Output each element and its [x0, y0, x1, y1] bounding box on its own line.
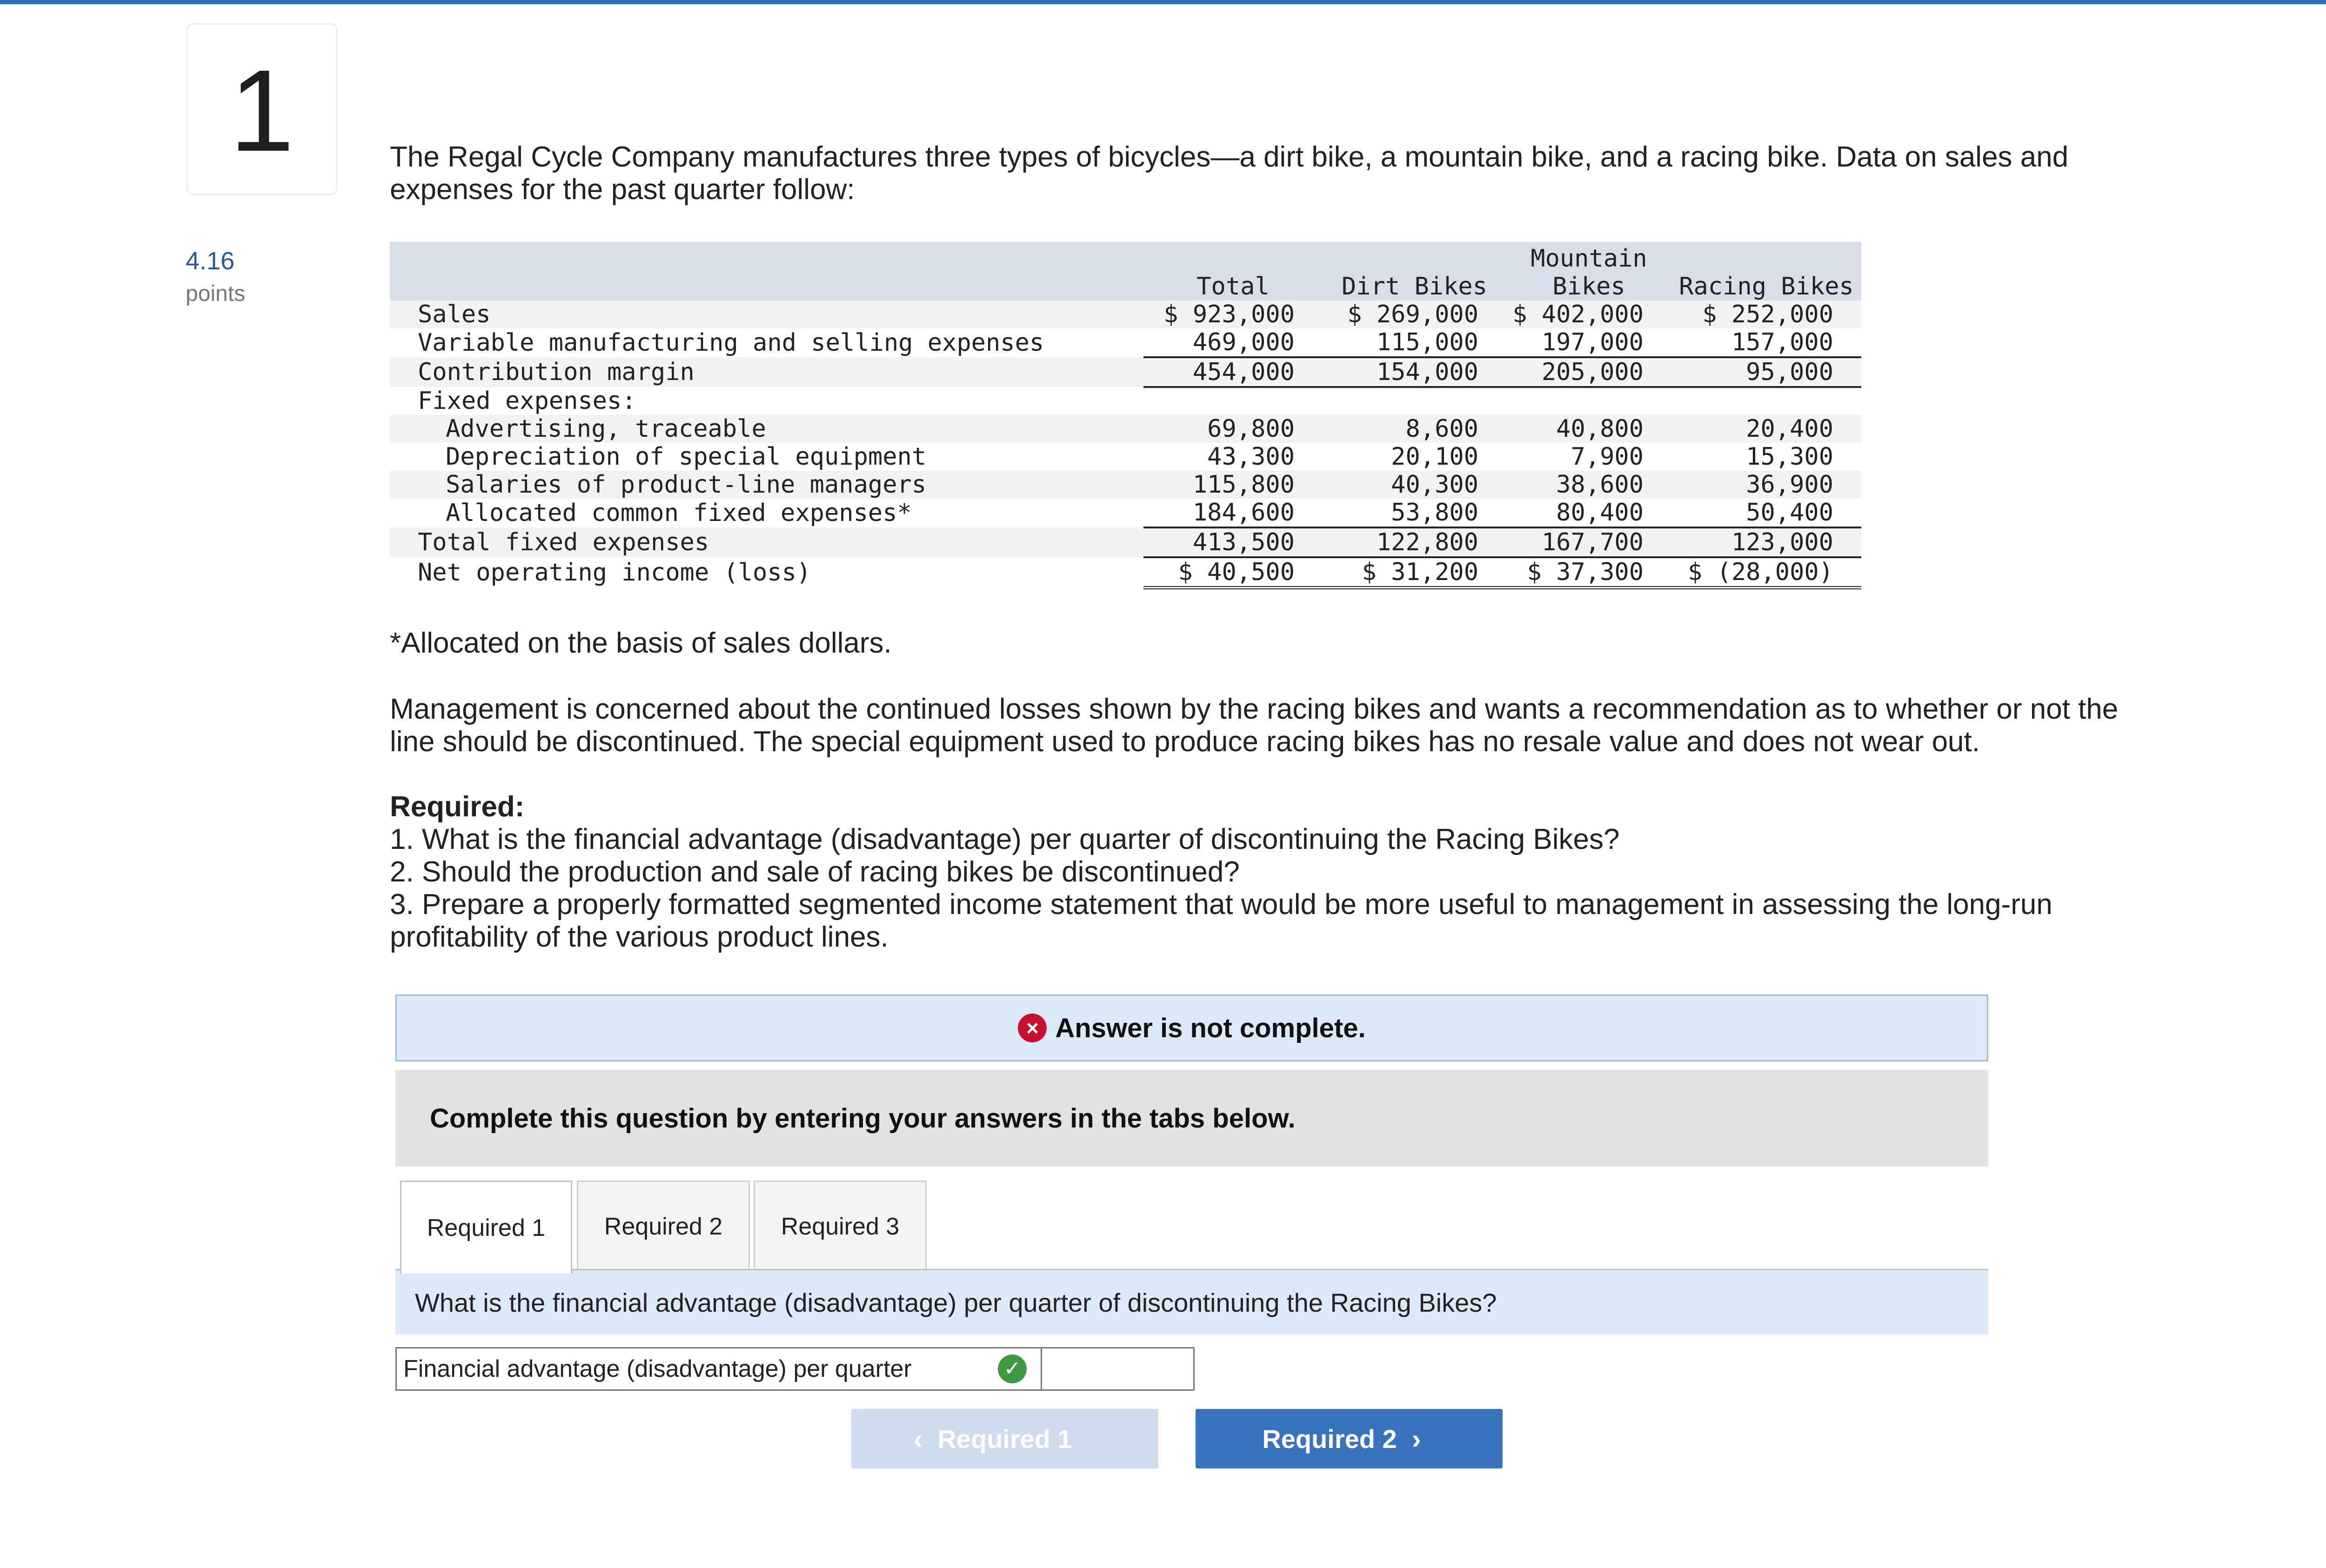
required-item-1: 1. What is the financial advantage (disadvantage) per quarter of discontinuing the Racing Bikes? [390, 823, 1620, 855]
cell-total [1143, 387, 1323, 415]
required-section [390, 791, 2158, 954]
header-mountain-bikes: Mountain Bikes [1531, 245, 1647, 300]
table-row [390, 527, 1861, 557]
row-label: Variable manufacturing and selling expenses [418, 329, 1044, 357]
x-circle-icon: × [1018, 1014, 1047, 1042]
cell-racing: 50,400 [1671, 499, 1861, 527]
points-label: points [186, 281, 246, 306]
header-label [390, 242, 1143, 300]
financial-data-table [390, 242, 1861, 589]
question-number: 1 [187, 23, 337, 195]
table-row [390, 471, 1861, 499]
cell-total: 43,300 [1207, 443, 1295, 471]
prev-tab-button[interactable] [851, 1409, 1158, 1468]
cell-mountain: 205,000 [1506, 357, 1671, 387]
cell-total: $ 40,500 [1143, 557, 1323, 588]
table-row [390, 357, 1861, 387]
footnote: *Allocated on the basis of sales dollars. [390, 627, 892, 659]
row-label: Sales [418, 300, 491, 328]
tab-question-banner [395, 1270, 1988, 1334]
row-label: Net operating income (loss) [418, 558, 811, 587]
next-tab-button[interactable] [1196, 1409, 1503, 1468]
answer-label: Financial advantage (disadvantage) per quarter [403, 1355, 912, 1382]
cell-racing: 157,000 [1671, 328, 1861, 357]
header-dirt-bikes: Dirt Bikes [1341, 273, 1488, 300]
cell-mountain: 167,700 [1506, 527, 1671, 557]
table-row [390, 387, 1861, 415]
prev-tab-label: Required 1 [937, 1424, 1072, 1454]
tab-question-text: What is the financial advantage (disadvantage) per quarter of discontinuing the Racing Bikes? [415, 1288, 1497, 1317]
cell-racing: 15,300 [1746, 443, 1833, 471]
points-value: 4.16 [186, 247, 235, 275]
row-label: Salaries of product-line managers [446, 471, 927, 499]
row-label: Contribution margin [418, 358, 695, 386]
table-row [390, 557, 1861, 588]
instruction-text: Complete this question by entering your answers in the tabs below. [430, 1103, 1296, 1134]
required-title: Required: [390, 791, 525, 823]
cell-racing: 36,900 [1746, 471, 1833, 499]
cell-racing [1671, 387, 1861, 415]
cell-total: $ 923,000 [1163, 300, 1295, 328]
cell-total: 413,500 [1143, 527, 1323, 557]
cell-dirt: 115,000 [1323, 328, 1506, 357]
cell-total: 454,000 [1143, 357, 1323, 387]
table-row [390, 499, 1861, 527]
row-label: Depreciation of special equipment [446, 443, 927, 471]
check-circle-icon: ✓ [998, 1354, 1027, 1383]
cell-dirt: 20,100 [1391, 443, 1478, 471]
table-row [390, 415, 1861, 443]
cell-dirt: 40,300 [1391, 471, 1478, 499]
chevron-left-icon: ‹ [913, 1423, 923, 1455]
cell-racing: $ 252,000 [1702, 300, 1833, 328]
cell-racing: $ (28,000) [1671, 557, 1861, 588]
table-row [390, 443, 1861, 471]
financial-advantage-input[interactable] [1042, 1347, 1195, 1391]
cell-mountain: $ 37,300 [1506, 557, 1671, 588]
cell-dirt: 53,800 [1323, 499, 1506, 527]
management-text: Management is concerned about the continued losses shown by the racing bikes and wants a recommendation as to whether or not the line should be discontinued. The special equipment used to produce racing bikes has no resale value and does not wear out. [390, 693, 2119, 758]
cell-dirt: 8,600 [1405, 415, 1478, 443]
cell-mountain: 38,600 [1556, 471, 1644, 499]
chevron-right-icon: › [1411, 1423, 1421, 1455]
required-item-2: 2. Should the production and sale of racing bikes be discontinued? [390, 856, 1240, 888]
cell-total: 69,800 [1207, 415, 1295, 443]
cell-mountain: 40,800 [1556, 415, 1644, 443]
cell-dirt: $ 269,000 [1347, 300, 1478, 328]
cell-dirt [1323, 387, 1506, 415]
row-label: Advertising, traceable [446, 415, 766, 443]
cell-racing: 20,400 [1746, 415, 1833, 443]
table-row [390, 300, 1861, 328]
tab-required-1[interactable]: Required 1 [400, 1181, 572, 1274]
row-label: Total fixed expenses [418, 528, 709, 556]
required-item-3: 3. Prepare a properly formatted segmented income statement that would be more useful to management in assessing the long-run profitability of the various product lines. [390, 888, 2052, 953]
table-row [390, 328, 1861, 357]
intro-text: The Regal Cycle Company manufactures three types of bicycles—a dirt bike, a mountain bike, and a racing bike. Data on sales and expenses for the past quarter follow: [390, 141, 2069, 206]
answer-status-banner [395, 994, 1988, 1061]
cell-dirt: 122,800 [1323, 527, 1506, 557]
next-tab-label: Required 2 [1262, 1424, 1397, 1454]
instruction-box [395, 1070, 1988, 1167]
header-total: Total [1196, 273, 1270, 300]
cell-mountain: 80,400 [1506, 499, 1671, 527]
row-label: Fixed expenses: [418, 387, 636, 415]
cell-racing: 95,000 [1671, 357, 1861, 387]
cell-dirt: 154,000 [1323, 357, 1506, 387]
cell-racing: 123,000 [1671, 527, 1861, 557]
answer-row [395, 1347, 1195, 1391]
answer-label-cell [395, 1347, 1042, 1391]
row-label: Allocated common fixed expenses* [446, 499, 912, 527]
cell-dirt: $ 31,200 [1323, 557, 1506, 588]
tab-required-3[interactable]: Required 3 [754, 1181, 927, 1271]
cell-total: 469,000 [1143, 328, 1323, 357]
tab-required-2[interactable]: Required 2 [577, 1181, 750, 1271]
cell-mountain [1506, 387, 1671, 415]
cell-total: 115,800 [1192, 471, 1295, 499]
cell-total: 184,600 [1143, 499, 1323, 527]
answer-status-text: Answer is not complete. [1055, 1013, 1366, 1043]
top-accent-bar [0, 0, 2326, 4]
cell-mountain: $ 402,000 [1512, 300, 1644, 328]
cell-mountain: 7,900 [1571, 443, 1644, 471]
table-header-row [390, 242, 1861, 300]
header-racing-bikes: Racing Bikes [1679, 273, 1854, 300]
cell-mountain: 197,000 [1506, 328, 1671, 357]
